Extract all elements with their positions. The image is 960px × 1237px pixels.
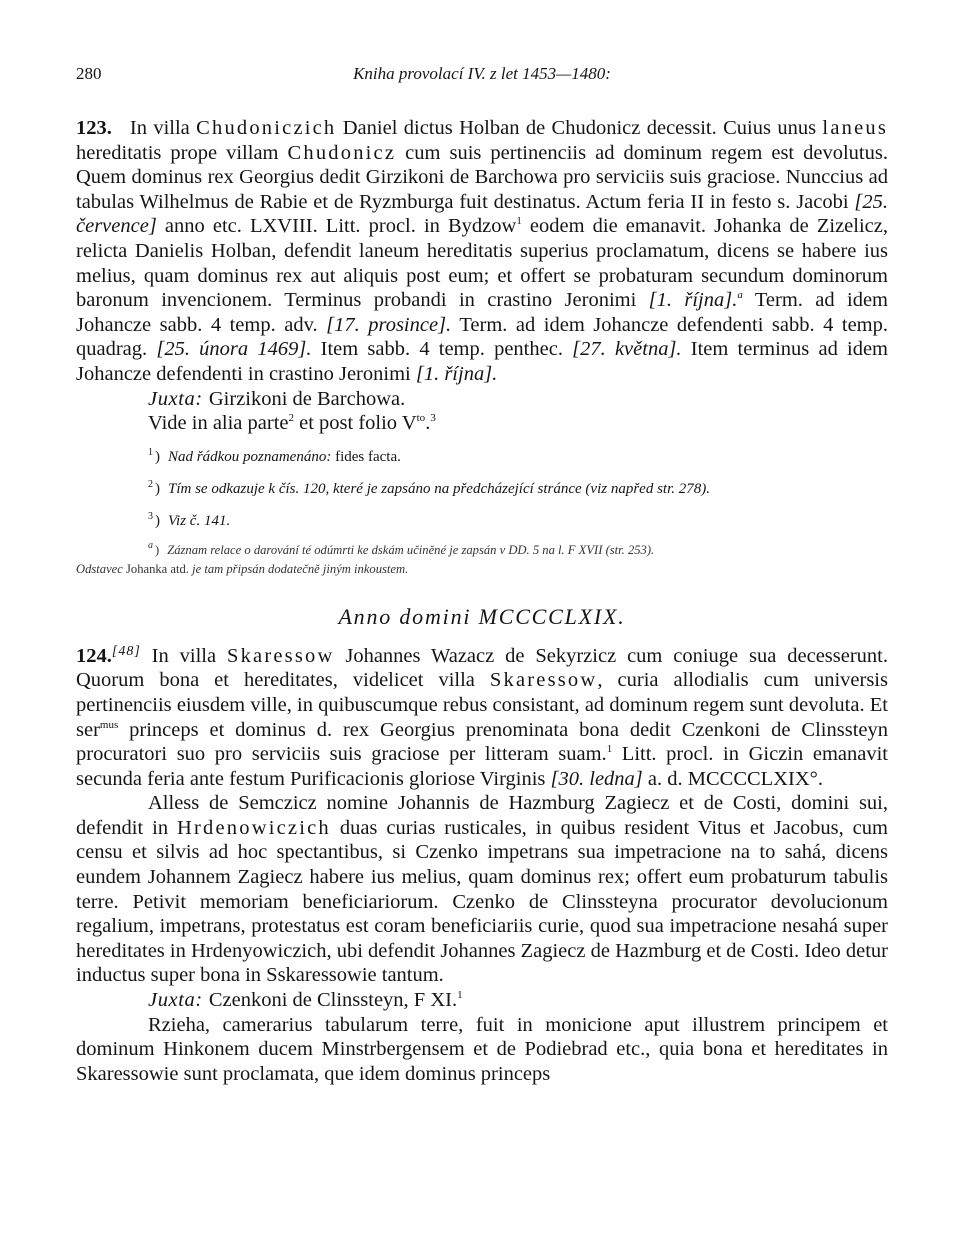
date-gloss: [30. ledna] xyxy=(550,767,643,790)
juxta-label: Juxta: xyxy=(148,387,203,410)
entry-text: Litt. procl. in Giczin emanavit secunda feria ante festum Purificacionis gloriose Virginis xyxy=(76,743,888,790)
spaced-place-name: Skaressow xyxy=(226,644,335,667)
entry-123 xyxy=(76,116,888,387)
footnote-number: a xyxy=(148,539,153,551)
footnote-2 xyxy=(148,474,888,500)
entry-text: cum suis pertinenciis ad dominum regem est devolutus. Quem dominus rex Georgius dedit Girzikoni de Barchowa pro serviciis suis graciose. Nunccius ad tabulas Wilhelmus de Rabie et de Ryzmburga fuit destinatus. Actum feria II in festo s. Jacobi xyxy=(76,141,888,213)
entry-text: anno etc. LXVIII. Litt. procl. in Bydzow xyxy=(156,215,517,238)
entry-text: a. d. MCCCCLXIX°. xyxy=(642,767,823,790)
footnote-text: je tam připsán dodatečně jiným inkoustem. xyxy=(192,561,409,576)
paragraph-text: Rzieha, camerarius tabularum terre, fuit in monicione aput illustrem principem et dominum Hinkonem ducem Minstrbergensem et de Podiebrad etc., quia bona et hereditates in Skaressowie sunt proclamata, que idem dominus princeps xyxy=(76,1013,888,1085)
footnote-ref: 1 xyxy=(516,215,522,228)
footnote-ref: 3 xyxy=(430,412,436,425)
spaced-place-name: Chudonicz xyxy=(287,141,397,164)
spaced-place-name: Skaressow xyxy=(489,669,598,692)
entry-text: In villa xyxy=(140,644,227,667)
entry-number: 124. xyxy=(76,644,112,667)
vide-line xyxy=(148,411,888,436)
spaced-place-name: Chudoniczich xyxy=(196,117,337,139)
date-gloss: [25. července] xyxy=(76,190,888,238)
juxta-line-2 xyxy=(148,988,888,1013)
footnote-text: Záznam relace o darování té odúmrti ke dskám učiněné je zapsán v DD. 5 na l. F XVII (str. 253). xyxy=(167,542,655,557)
footnote-a xyxy=(148,536,888,560)
entry-text: Cuius unus xyxy=(723,117,823,139)
footnote-3 xyxy=(148,506,888,532)
date-gloss: [27. května]. xyxy=(572,338,682,361)
footnote-number: 2 xyxy=(148,478,153,490)
paragraph-text: Alless de Semczicz nomine Johannis de Hazmburg Zagiecz et de Costi, domini sui, defendit in xyxy=(76,792,888,839)
entry-text: eodem die emanavit. Johanka de Zizelicz, relicta Danielis Holban, defendit laneum hereditatis superius proclamatum, dicens se habere ius melius, quam dominus rex aut aliquis post eum; et offert se probaturam secundum dominorum baronum invencionem. Terminus probandi in crastino Jeronimi xyxy=(76,215,888,312)
entry-text: Term. ad idem Johancze sabb. 4 temp. adv. xyxy=(76,289,888,336)
entry-text: Johannes Wazacz de Sekyrzicz cum coniuge sua decesserunt. Quorum bona et hereditates, videlicet villa xyxy=(76,644,888,692)
footnote-ref: 1 xyxy=(457,989,463,1002)
juxta-text: Girzikoni de Barchowa. xyxy=(208,387,406,410)
spaced-place-name: Hrdenowiczich xyxy=(177,816,331,839)
entry-text: Term. ad idem Johancze defendenti sabb. 4 temp. quadrag. xyxy=(76,313,889,361)
page xyxy=(76,56,888,1086)
footnote-text: fides facta. xyxy=(331,448,401,465)
footnote-text: Viz č. 141. xyxy=(168,512,231,529)
footnote-text: Tím se odkazuje k čís. 120, které je zapsáno na předcházející stránce (viz napřed str. 278). xyxy=(168,480,710,497)
footnote-ref: 2 xyxy=(288,412,294,425)
paragraph-text: duas curias rusticales, in quibus resident Vitus et Jacobus, cum censu et silvis ad hoc spectantibus, si Czenko impetrans sua impetracione na to sahá, dicens eundem Johannem Zagiecz habere ius melius, quam dominus rex; offert eum probaturum tabulis terre. Petivit memoriam beneficiariorum. Czenko de Clinssteyna procurator devolucionum regalium, impetrans, protestatus est coram beneficiariis curie, quod sua impetracione nesahá super hereditates in Hrdenyowiczich, ubi defendit Johannes Zagiecz de Hazmburg et de Costi. Ideo detur inductus super bona in Sskaressowie tantum. xyxy=(76,816,888,987)
vide-text: et post folio V xyxy=(294,412,417,435)
footnote-paren: ) xyxy=(155,512,160,529)
vide-text: . xyxy=(425,412,431,435)
folio-bracket: [48] xyxy=(111,643,141,659)
footnote-number: 1 xyxy=(148,446,153,458)
entry-text: Item terminus ad idem Johancze defendenti in crastino Jeronimi xyxy=(76,338,889,385)
date-gloss: [25. února 1469]. xyxy=(156,338,312,361)
vide-text: Vide in alia parte xyxy=(148,412,289,435)
juxta-text: Czenkoni de Clinssteyn, F XI. xyxy=(208,989,458,1012)
spaced-word: laneus xyxy=(822,117,888,139)
running-header xyxy=(76,56,888,86)
date-gloss: [1. října]. xyxy=(415,362,498,385)
paragraph-rzieha xyxy=(76,1013,888,1087)
footnote-text: Johanka atd. xyxy=(122,561,193,576)
juxta-line xyxy=(148,387,888,412)
footnote-1 xyxy=(148,442,888,468)
footnote-text: Odstavec xyxy=(76,561,123,576)
superscript: mus xyxy=(99,718,119,731)
footnote-ref: 1 xyxy=(606,743,613,756)
entry-number: 123. xyxy=(76,117,112,139)
footnote-paren: ) xyxy=(155,480,160,497)
date-gloss: [17. prosince]. xyxy=(326,313,452,336)
footnote-paren: ) xyxy=(155,448,160,465)
year-heading: Anno domini MCCCCLXIX. xyxy=(338,603,626,629)
superscript: to xyxy=(416,412,426,425)
entry-text: , curia allodialis cum universis pertinenciis eiusdem ville, in quibuscumque rebus consistant, ad dominum regem sunt devoluta. Et ser xyxy=(76,669,888,741)
footnote-number: 3 xyxy=(148,510,153,522)
entry-text: princeps et dominus d. rex Georgius prenominata bona dedit Czenkoni de Clinssteyn procuratori suo pro serviciis suis graciose per litteram suam. xyxy=(76,718,888,766)
footnote-text: Nad řádkou poznamenáno: xyxy=(168,448,332,465)
juxta-label: Juxta: xyxy=(148,989,203,1012)
entry-124 xyxy=(76,640,888,792)
footnote-a-continued xyxy=(76,560,888,579)
date-gloss: [1. října]. xyxy=(648,289,738,312)
entry-text: In villa xyxy=(129,117,197,139)
footnote-paren: ) xyxy=(155,542,160,557)
entry-text: Item sabb. 4 temp. penthec. xyxy=(311,338,573,361)
running-title: Kniha provolací IV. z let 1453—1480: xyxy=(353,64,611,83)
footnote-ref: a xyxy=(737,289,743,302)
entry-text: Daniel dictus Holban de Chudonicz decessit. xyxy=(336,117,717,139)
entry-text: hereditatis prope villam xyxy=(76,141,288,164)
page-number: 280 xyxy=(76,64,102,83)
paragraph-alless xyxy=(76,791,888,988)
